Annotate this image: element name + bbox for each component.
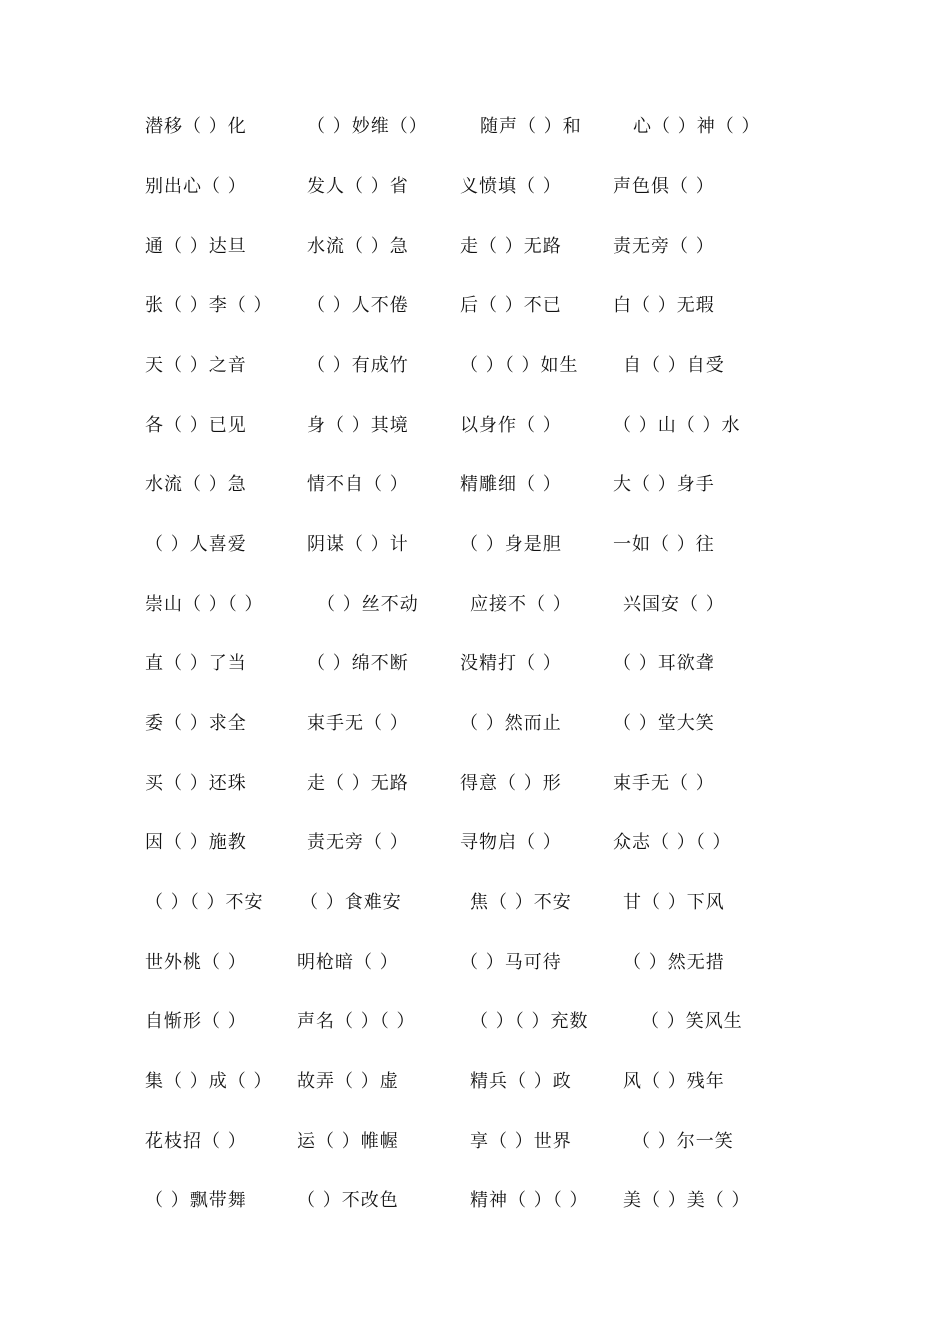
idiom-blank-item: （ ）妙维（） [307, 116, 428, 137]
idiom-blank-item: 张（ ）李（ ） [145, 295, 273, 316]
worksheet-row [0, 948, 950, 978]
idiom-blank-item: 买（ ）还珠 [145, 773, 247, 794]
idiom-blank-item: 束手无（ ） [613, 773, 715, 794]
idiom-blank-item: 走（ ）无路 [307, 773, 409, 794]
idiom-blank-item: （ ）丝不动 [317, 594, 419, 615]
idiom-blank-item: 应接不（ ） [470, 594, 572, 615]
idiom-blank-item: 委（ ）求全 [145, 713, 247, 734]
worksheet-row [0, 470, 950, 500]
idiom-blank-item: （ ）人不倦 [307, 295, 409, 316]
idiom-blank-item: 水流（ ）急 [307, 236, 409, 257]
idiom-blank-item: 情不自（ ） [307, 474, 409, 495]
idiom-blank-item: 精神（ ）（ ） [470, 1190, 589, 1211]
idiom-blank-item: 大（ ）身手 [613, 474, 715, 495]
idiom-blank-item: 风（ ）残年 [623, 1071, 725, 1092]
worksheet-row [0, 709, 950, 739]
worksheet-row [0, 232, 950, 262]
idiom-blank-item: 责无旁（ ） [307, 832, 409, 853]
idiom-blank-item: 随声（ ）和 [480, 116, 582, 137]
worksheet-row [0, 112, 950, 142]
idiom-blank-item: （ ）飘带舞 [145, 1190, 247, 1211]
idiom-blank-item: 声名（ ）（ ） [297, 1011, 416, 1032]
worksheet-row [0, 172, 950, 202]
idiom-blank-item: 潜移（ ）化 [145, 116, 247, 137]
idiom-blank-item: 崇山（ ）（ ） [145, 594, 264, 615]
worksheet-row [0, 1007, 950, 1037]
idiom-blank-item: 焦（ ）不安 [470, 892, 572, 913]
idiom-blank-item: （ ）马可待 [460, 952, 562, 973]
idiom-blank-item: 天（ ）之音 [145, 355, 247, 376]
worksheet-row [0, 828, 950, 858]
idiom-blank-item: 精雕细（ ） [460, 474, 562, 495]
idiom-blank-item: （ ）（ ）如生 [460, 355, 579, 376]
worksheet-row [0, 888, 950, 918]
idiom-blank-item: 走（ ）无路 [460, 236, 562, 257]
idiom-blank-item: （ ）绵不断 [307, 653, 409, 674]
worksheet-row [0, 1067, 950, 1097]
idiom-blank-item: 自惭形（ ） [145, 1011, 247, 1032]
idiom-blank-item: 责无旁（ ） [613, 236, 715, 257]
worksheet-row [0, 291, 950, 321]
idiom-blank-item: （ ）（ ）充数 [470, 1011, 589, 1032]
idiom-blank-item: 身（ ）其境 [307, 415, 409, 436]
idiom-blank-item: （ ）然而止 [460, 713, 562, 734]
idiom-blank-item: 直（ ）了当 [145, 653, 247, 674]
idiom-blank-item: 世外桃（ ） [145, 952, 247, 973]
worksheet-row [0, 769, 950, 799]
idiom-blank-item: 阴谋（ ）计 [307, 534, 409, 555]
idiom-blank-item: （ ）笑风生 [641, 1011, 743, 1032]
idiom-blank-item: 众志（ ）（ ） [613, 832, 732, 853]
idiom-blank-item: 明枪暗（ ） [297, 952, 399, 973]
idiom-blank-item: 甘（ ）下风 [623, 892, 725, 913]
idiom-blank-item: 寻物启（ ） [460, 832, 562, 853]
idiom-blank-item: 自（ ）自受 [623, 355, 725, 376]
idiom-blank-item: （ ）然无措 [623, 952, 725, 973]
idiom-blank-item: 以身作（ ） [460, 415, 562, 436]
idiom-blank-item: 白（ ）无瑕 [613, 295, 715, 316]
idiom-blank-item: （ ）有成竹 [307, 355, 409, 376]
idiom-blank-item: 义愤填（ ） [460, 176, 562, 197]
worksheet-row [0, 649, 950, 679]
idiom-blank-item: 故弄（ ）虚 [297, 1071, 399, 1092]
idiom-blank-item: （ ）食难安 [300, 892, 402, 913]
idiom-blank-item: （ ）不改色 [297, 1190, 399, 1211]
idiom-blank-item: 集（ ）成（ ） [145, 1071, 273, 1092]
worksheet-row [0, 590, 950, 620]
idiom-blank-item: （ ）身是胆 [460, 534, 562, 555]
idiom-blank-item: 心（ ）神（ ） [633, 116, 761, 137]
idiom-blank-item: 兴国安（ ） [623, 594, 725, 615]
idiom-blank-item: 声色俱（ ） [613, 176, 715, 197]
idiom-blank-item: 一如（ ）往 [613, 534, 715, 555]
idiom-blank-item: （ ）堂大笑 [613, 713, 715, 734]
idiom-blank-item: 因（ ）施教 [145, 832, 247, 853]
worksheet-row [0, 1127, 950, 1157]
idiom-blank-item: 别出心（ ） [145, 176, 247, 197]
idiom-blank-item: 没精打（ ） [460, 653, 562, 674]
idiom-blank-item: 通（ ）达旦 [145, 236, 247, 257]
idiom-blank-item: 各（ ）已见 [145, 415, 247, 436]
idiom-blank-item: 花枝招（ ） [145, 1131, 247, 1152]
idiom-blank-item: 美（ ）美（ ） [623, 1190, 751, 1211]
worksheet-row [0, 351, 950, 381]
worksheet-row [0, 1186, 950, 1216]
idiom-blank-item: 运（ ）帷幄 [297, 1131, 399, 1152]
idiom-blank-item: （ ）人喜爱 [145, 534, 247, 555]
idiom-blank-item: （ ）山（ ）水 [613, 415, 741, 436]
idiom-blank-item: （ ）（ ）不安 [145, 892, 264, 913]
idiom-blank-item: （ ）尔一笑 [632, 1131, 734, 1152]
worksheet-row [0, 530, 950, 560]
idiom-blank-item: （ ）耳欲聋 [613, 653, 715, 674]
worksheet-row [0, 411, 950, 441]
idiom-blank-item: 享（ ）世界 [470, 1131, 572, 1152]
idiom-blank-item: 束手无（ ） [307, 713, 409, 734]
idiom-blank-item: 后（ ）不已 [460, 295, 562, 316]
idiom-blank-item: 精兵（ ）政 [470, 1071, 572, 1092]
idiom-blank-item: 得意（ ）形 [460, 773, 562, 794]
idiom-blank-item: 发人（ ）省 [307, 176, 409, 197]
idiom-blank-item: 水流（ ）急 [145, 474, 247, 495]
